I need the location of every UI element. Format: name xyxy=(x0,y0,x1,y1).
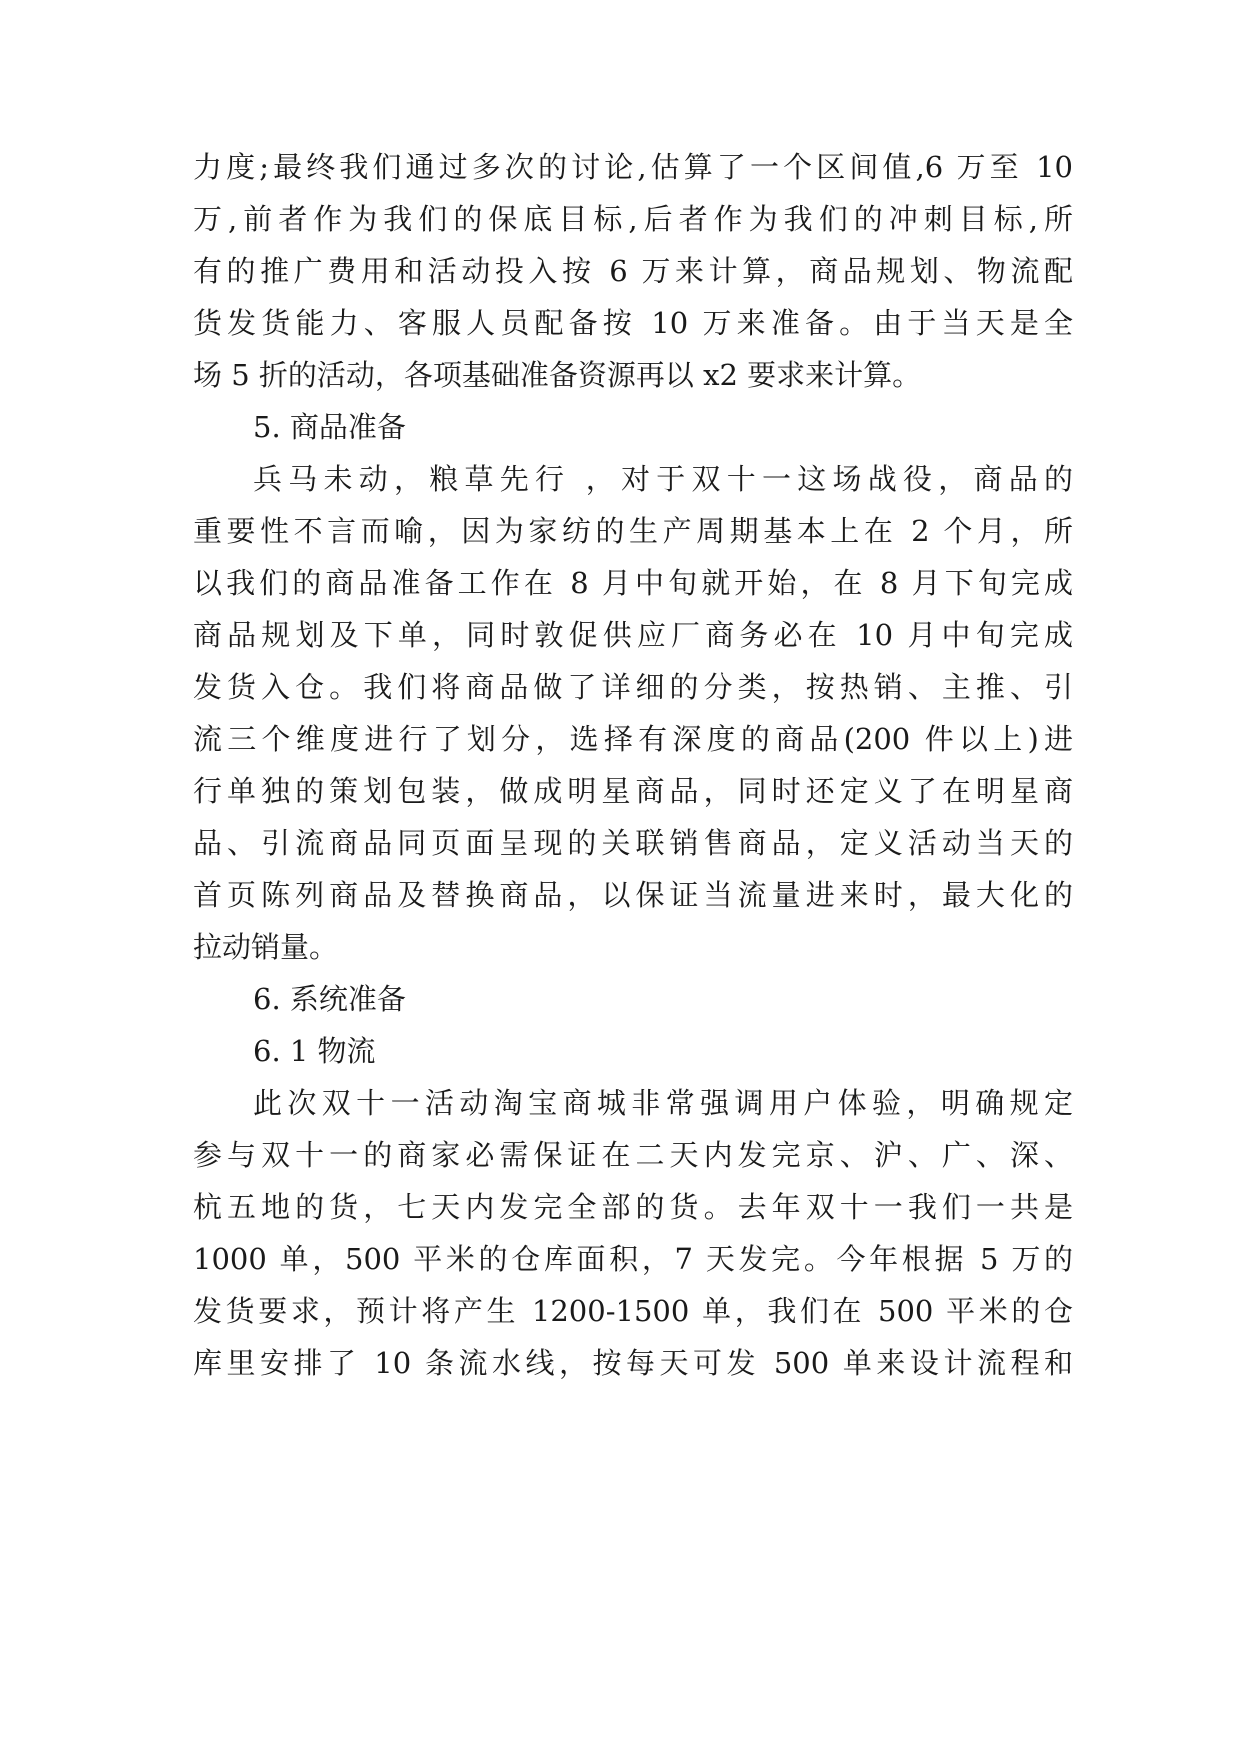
paragraph-line: 货发货能力、客服人员配备按 10 万来准备。由于当天是全 xyxy=(193,306,1073,340)
paragraph-line: 兵马未动，粮草先行 ，对于双十一这场战役，商品的 xyxy=(253,462,1073,496)
paragraph-line: 力度;最终我们通过多次的讨论,估算了一个区间值,6 万至 10 xyxy=(193,150,1073,184)
paragraph-line: 行单独的策划包装，做成明星商品，同时还定义了在明星商 xyxy=(193,774,1073,808)
paragraph-line: 有的推广费用和活动投入按 6 万来计算，商品规划、物流配 xyxy=(193,254,1073,288)
paragraph-line: 参与双十一的商家必需保证在二天内发完京、沪、广、深、 xyxy=(193,1138,1073,1172)
paragraph-line: 万,前者作为我们的保底目标,后者作为我们的冲刺目标,所 xyxy=(193,202,1073,236)
paragraph-line: 重要性不言而喻，因为家纺的生产周期基本上在 2 个月，所 xyxy=(193,514,1073,548)
paragraph-line: 库里安排了 10 条流水线，按每天可发 500 单来设计流程和 xyxy=(193,1346,1073,1380)
section-heading: 6. 系统准备 xyxy=(253,982,406,1016)
section-heading: 5. 商品准备 xyxy=(253,410,406,444)
paragraph-line: 拉动销量。 xyxy=(193,930,339,964)
subsection-heading: 6. 1 物流 xyxy=(253,1034,376,1068)
paragraph-line: 流三个维度进行了划分，选择有深度的商品(200 件以上)进 xyxy=(193,722,1073,756)
paragraph-line: 发货要求，预计将产生 1200-1500 单，我们在 500 平米的仓 xyxy=(193,1294,1073,1328)
paragraph-line: 以我们的商品准备工作在 8 月中旬就开始，在 8 月下旬完成 xyxy=(193,566,1073,600)
paragraph-line: 首页陈列商品及替换商品，以保证当流量进来时，最大化的 xyxy=(193,878,1073,912)
paragraph-line: 1000 单，500 平米的仓库面积，7 天发完。今年根据 5 万的 xyxy=(193,1242,1073,1276)
paragraph-line: 此次双十一活动淘宝商城非常强调用户体验，明确规定 xyxy=(253,1086,1073,1120)
paragraph-line: 发货入仓。我们将商品做了详细的分类，按热销、主推、引 xyxy=(193,670,1073,704)
paragraph-line: 品、引流商品同页面呈现的关联销售商品，定义活动当天的 xyxy=(193,826,1073,860)
paragraph-line: 商品规划及下单，同时敦促供应厂商务必在 10 月中旬完成 xyxy=(193,618,1073,652)
paragraph-line: 杭五地的货，七天内发完全部的货。去年双十一我们一共是 xyxy=(193,1190,1073,1224)
paragraph-line: 场 5 折的活动，各项基础准备资源再以 x2 要求来计算。 xyxy=(193,358,922,392)
